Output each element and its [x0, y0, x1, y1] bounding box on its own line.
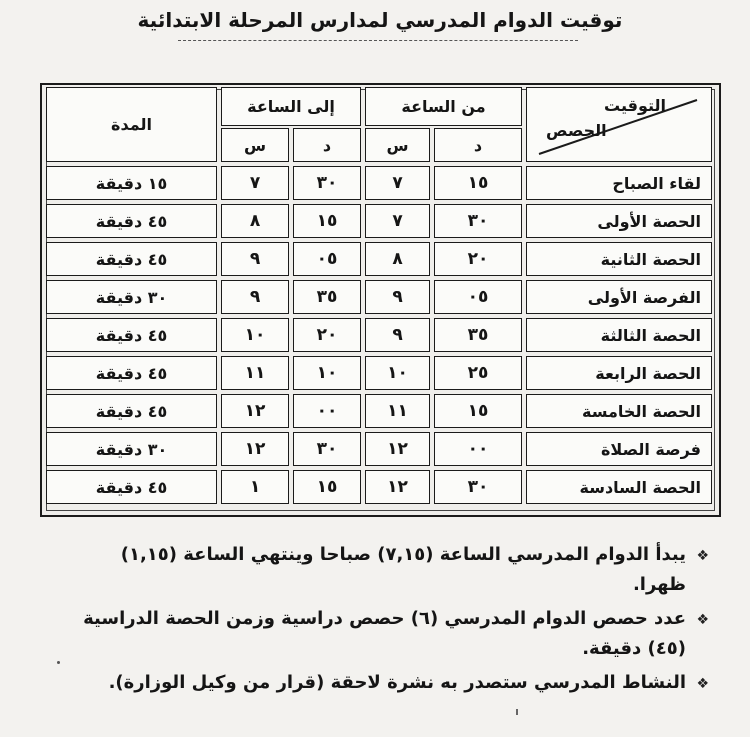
diamond-bullet-icon: ❖ [696, 612, 710, 628]
to-minute-cell: ١٥ [293, 204, 361, 238]
to-hour-cell: ٨ [221, 204, 289, 238]
header-from-hour: س [365, 128, 430, 162]
diamond-bullet-icon: ❖ [696, 548, 710, 564]
duration-cell: ٤٥ دقيقة [46, 356, 217, 390]
period-name-cell: الحصة السادسة [526, 470, 712, 504]
diamond-bullet-icon: ❖ [696, 676, 710, 692]
note-text: يبدأ الدوام المدرسي الساعة (٧,١٥) صباحا وينتهي الساعة (١,١٥) ظهرا. [120, 544, 686, 595]
to-minute-cell: ٢٠ [293, 318, 361, 352]
list-item [70, 604, 710, 664]
from-hour-cell: ٨ [365, 242, 430, 276]
duration-cell: ٤٥ دقيقة [46, 242, 217, 276]
from-hour-cell: ١١ [365, 394, 430, 428]
from-minute-cell: ٠٥ [434, 280, 522, 314]
to-minute-cell: ٠٠ [293, 394, 361, 428]
from-hour-cell: ٧ [365, 166, 430, 200]
to-hour-cell: ١٠ [221, 318, 289, 352]
list-item [70, 540, 710, 600]
to-minute-cell: ٠٥ [293, 242, 361, 276]
period-name-cell: الفرصة الأولى [526, 280, 712, 314]
to-minute-cell: ٣٠ [293, 166, 361, 200]
from-hour-cell: ٧ [365, 204, 430, 238]
to-hour-cell: ١٢ [221, 432, 289, 466]
period-name-cell: الحصة الرابعة [526, 356, 712, 390]
duration-cell: ٤٥ دقيقة [46, 394, 217, 428]
duration-cell: ٤٥ دقيقة [46, 470, 217, 504]
period-name-cell: فرصة الصلاة [526, 432, 712, 466]
from-minute-cell: ٠٠ [434, 432, 522, 466]
duration-cell: ١٥ دقيقة [46, 166, 217, 200]
to-minute-cell: ١٥ [293, 470, 361, 504]
period-name-cell: الحصة الأولى [526, 204, 712, 238]
from-hour-cell: ٩ [365, 318, 430, 352]
from-minute-cell: ٣٠ [434, 204, 522, 238]
to-minute-cell: ٣٥ [293, 280, 361, 314]
from-minute-cell: ٣٠ [434, 470, 522, 504]
to-minute-cell: ١٠ [293, 356, 361, 390]
title-underline [178, 40, 578, 41]
period-name-cell: الحصة الثانية [526, 242, 712, 276]
to-hour-cell: ١١ [221, 356, 289, 390]
to-hour-cell: ١ [221, 470, 289, 504]
from-minute-cell: ١٥ [434, 166, 522, 200]
from-minute-cell: ٣٥ [434, 318, 522, 352]
duration-cell: ٣٠ دقيقة [46, 432, 217, 466]
to-hour-cell: ٩ [221, 242, 289, 276]
from-hour-cell: ١٠ [365, 356, 430, 390]
header-duration: المدة [46, 87, 217, 162]
from-minute-cell: ٢٠ [434, 242, 522, 276]
note-text: عدد حصص الدوام المدرسي (٦) حصص دراسية وزمن الحصة الدراسية (٤٥) دقيقة. [83, 608, 686, 659]
from-hour-cell: ٩ [365, 280, 430, 314]
header-to-time: إلى الساعة [221, 87, 361, 126]
header-periods-label: الحصص [546, 121, 607, 140]
period-name-cell: لقاء الصباح [526, 166, 712, 200]
header-to-minute: د [293, 128, 361, 162]
to-minute-cell: ٣٠ [293, 432, 361, 466]
header-timing-label: التوقيت [604, 96, 666, 115]
header-to-hour: س [221, 128, 289, 162]
scan-speck [516, 709, 518, 715]
scan-speck [57, 661, 60, 664]
period-name-cell: الحصة الخامسة [526, 394, 712, 428]
notes-list [70, 540, 710, 698]
period-name-cell: الحصة الثالثة [526, 318, 712, 352]
to-hour-cell: ٧ [221, 166, 289, 200]
duration-cell: ٤٥ دقيقة [46, 204, 217, 238]
duration-cell: ٣٠ دقيقة [46, 280, 217, 314]
page-title: توقيت الدوام المدرسي لمدارس المرحلة الابتدائية [137, 8, 623, 32]
list-item [70, 668, 710, 698]
note-text: النشاط المدرسي ستصدر به نشرة لاحقة (قرار من وكيل الوزارة). [108, 672, 686, 693]
to-hour-cell: ١٢ [221, 394, 289, 428]
duration-cell: ٤٥ دقيقة [46, 318, 217, 352]
from-hour-cell: ١٢ [365, 470, 430, 504]
header-from-time: من الساعة [365, 87, 522, 126]
from-minute-cell: ١٥ [434, 394, 522, 428]
from-minute-cell: ٢٥ [434, 356, 522, 390]
header-from-minute: د [434, 128, 522, 162]
to-hour-cell: ٩ [221, 280, 289, 314]
from-hour-cell: ١٢ [365, 432, 430, 466]
